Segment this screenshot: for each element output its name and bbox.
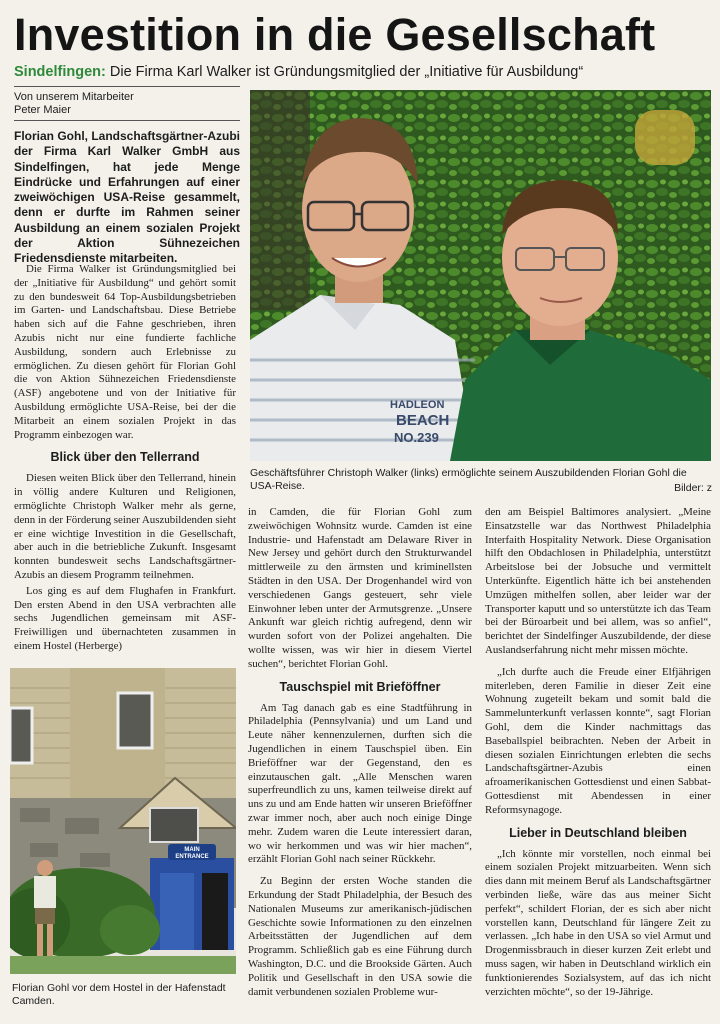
col3-paragraph-3: „Ich könnte mir vorstellen, noch einmal bei einem sozialen Projekt mitzuarbeiten. Wenn sich dies dann mit meinem Beruf als Landschaftsgärtner verbinden ließe, wäre das aus meiner Sicht perfekt“, schildert Florian, der es sich aber nicht vorstellen kann, Deutschland für längere Zeit zu verlassen. „Ich habe in den USA so viel Armut und Drogenmissbrauch in dieser kurzen Zeit erlebt und muss sagen, wir haben in Deutschland wirklich ein funktionierendes Sozialsystem, auf das ich nicht verzichten möchte“, so der 19-Jährige. bbox=[485, 847, 711, 998]
column-3 bbox=[485, 506, 711, 999]
col2-paragraph-2: Am Tag danach gab es eine Stadtführung in Philadelphia (Pennsylvania) und um Land und Leute näher kennenzulernen, durften sich die Jugendlichen in einem Tauschspiel üben. Ein Brieföffner war der Gegenstand, den es einzutauschen galt. „Alle Menschen waren superfreundlich zu uns, kamen teilweise direkt auf uns zu und am Ende hatten wir unseren Brieföffner zwar immer noch, aber auch noch einige Dinge mehr. Zudem waren die Leute interessiert daran, wo wir herkommen und was wir hier machen“, erzählt Florian Gohl nach seiner Rückkehr. bbox=[248, 701, 472, 866]
hostel-sign-line-2: ENTRANCE bbox=[175, 854, 209, 860]
byline bbox=[14, 91, 240, 117]
shirt-text-2: BEACH bbox=[396, 412, 450, 429]
hostel-photo-image bbox=[10, 668, 236, 974]
column-1 bbox=[14, 263, 236, 654]
main-photo-image bbox=[250, 90, 711, 461]
shirt-text-3: NO.239 bbox=[394, 430, 439, 445]
col1-heading: Blick über den Tellerrand bbox=[50, 450, 200, 465]
col1-paragraph-3: Los ging es auf dem Flughafen in Frankfurt. Den ersten Abend in den USA verbrachten alle sechs Jugendlichen gemeinsam mit ASF-Freiwilligen und übernachteten zusammen in einem Hostel (Herberge) bbox=[14, 584, 236, 652]
byline-line-2: Peter Maier bbox=[14, 104, 71, 116]
hostel-photo-caption: Florian Gohl vor dem Hostel in der Hafenstadt Camden. bbox=[12, 982, 226, 1007]
subline-text: Die Firma Karl Walker ist Gründungsmitglied der „Initiative für Ausbildung“ bbox=[109, 64, 584, 80]
hostel-photo bbox=[10, 668, 236, 974]
col3-heading: Lieber in Deutschland bleiben bbox=[509, 825, 687, 840]
byline-rule-top bbox=[14, 86, 240, 87]
byline-line-1: Von unserem Mitarbeiter bbox=[14, 91, 134, 103]
byline-rule-bottom bbox=[14, 120, 240, 121]
headline: Investition in die Gesellschaft bbox=[14, 9, 656, 60]
col1-paragraph-1: Die Firma Walker ist Gründungsmitglied bei der „Initiative für Ausbildung“ und gehört somit zu den bundesweit 64 Top-Ausbildungsbetrieben im Garten- und Landschaftsbau. Diese Betriebe haben sich auf die Fahne geschrieben, ihren Azubis nicht nur eine fundierte fachliche Ausbildung, sondern auch Erlebnisse zu ermöglichen. Zu diesen gehört für Florian Gohl die von Aktion Sühnezeichen Friedensdienste (ASF) angebotene und von der Initiative für Ausbildung ermöglichte USA-Reise, bei der die Mitarbeit an einem sozialen Projekt in das Programm einbezogen war. bbox=[14, 263, 236, 441]
column-2 bbox=[248, 506, 472, 999]
subline bbox=[14, 63, 714, 81]
main-photo-caption: Geschäftsführer Christoph Walker (links) ermöglichte seinem Auszubildenden Florian Gohl die USA-Reise. bbox=[250, 467, 687, 492]
hostel-sign-line-1: MAIN bbox=[184, 847, 200, 853]
lead-paragraph: Florian Gohl, Landschaftsgärtner-Azubi der Firma Karl Walker GmbH aus Sindelfingen, hat jede Menge Eindrücke und Erfahrungen auf einer zweiwöchigen USA-Reise gesammelt, denn er durfte im Rahmen seiner Ausbildung an einem sozialen Projekt der Aktion Sühnezeichen Friedensdienste mitarbeiten. bbox=[14, 129, 241, 266]
main-photo bbox=[250, 90, 711, 461]
col1-paragraph-2: Diesen weiten Blick über den Tellerrand, hinein in völlig andere Kulturen und Religionen, ermöglichte Christoph Walker mehr als gerne, denn in der Förderung seiner Auszubildenden sieht er eine wichtige Investition in die Gesellschaft, aber auch in die betriebliche Zukunft. Insgesamt konnten bundesweit sechs Landschaftsgärtner-Azubis an diesem Programm teilnehmen. bbox=[14, 472, 236, 581]
subline-location: Sindelfingen: bbox=[14, 64, 106, 80]
col2-heading: Tauschspiel mit Brieföffner bbox=[279, 679, 441, 694]
photo-credit: Bilder: z bbox=[674, 482, 712, 494]
col2-paragraph-3: Zu Beginn der ersten Woche standen die Erkundung der Stadt Philadelphia, der Besuch des Nationalen Museums zur amerikanisch-jüdischen Geschichte sowie Informationen zu den einzelnen Arbeitsstätten der Jugendlichen auf dem Programm. Schließlich gab es eine Führung durch Washington, D.C. und die Brookside Gärten. Auch Politik und Gesellschaft in den USA sowie die damit verbundenen sozialen Probleme wur- bbox=[248, 875, 472, 998]
col3-paragraph-2: „Ich durfte auch die Freude einer Elfjährigen miterleben, deren Familie in dieser Zeit eine Wohnung zugeteilt bekam und somit bald die Sammelunterkunft verlassen konnte“, sagt Florian Gohl, dem die Kinder nachmittags das Baseballspiel beibrachten. Neben der Arbeit in diesen sozialen Einrichtungen erlebten die sechs Landschaftsgärtner-Azubis einen afroamerikanischen Gottesdienst und einen Sabbat-Gottesdienst mit Abendessen in einer Reformsynagoge. bbox=[485, 665, 711, 816]
col3-paragraph-1: den am Beispiel Baltimores analysiert. „Meine Einsatzstelle war das Northwest Philadelphia Interfaith Hospitality Network. Diese Organisation hilft den Obdachlosen in Philadelphia, unterstützt Arbeitslose bei der Jobsuche und vermittelt Unterkünfte. Eigentlich hätte ich bei anstehenden Umzügen mithelfen sollen, aber leider war der Transporter kaputt und so unterstützte ich das Team bei der Büroarbeit und bei allem, was so anfiel“, berichtet der Sindelfinger Auszubildende, der diese Auslandserfahrung nicht mehr missen möchte. bbox=[485, 506, 711, 656]
col2-paragraph-1: in Camden, die für Florian Gohl zum zweiwöchigen Wohnsitz wurde. Camden ist eine Industrie- und Hafenstadt am Delaware River in New Jersey und gehört durch den Strukturwandel mittlerweile zu den ärmsten und kriminellsten Städten in den USA. Der Drogenhandel wird von verschiedenen Gangs gesteuert, sehr viele Einwohner leben unter der Armutsgrenze. „Unsere Ankunft war gleich richtig aufregend, denn wir wurden sofort von der Polizei angehalten. Die wollte wissen, was wir hier in diesem Viertel suchen“, berichtet Florian Gohl. bbox=[248, 506, 472, 670]
shirt-text-1: HADLEON bbox=[390, 399, 445, 411]
